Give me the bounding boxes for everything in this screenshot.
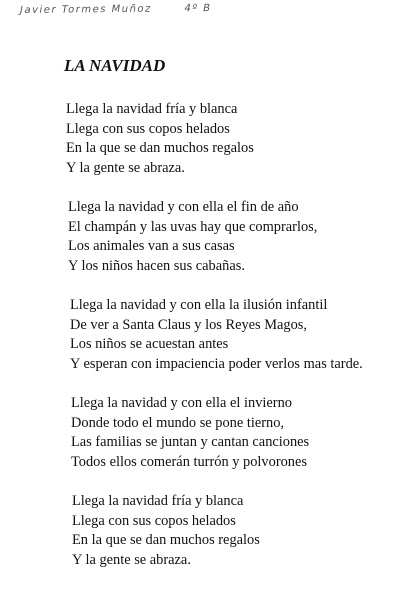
poem-line: Llega la navidad fría y blanca [66, 101, 238, 117]
poem-line: Llega con sus copos helados [66, 120, 230, 137]
stanza-2 [68, 198, 418, 276]
stanza-5 [72, 492, 418, 570]
poem-line: Llega la navidad y con ella el invierno [71, 395, 292, 411]
poem-line: Y esperan con impaciencia poder verlos mas tarde. [70, 355, 363, 372]
poem-line: Llega la navidad y con ella el fin de año [68, 199, 299, 215]
poem-line: Todos ellos comerán turrón y polvorones [71, 453, 307, 470]
poem-line: Y la gente se abraza. [66, 159, 185, 176]
poem-line: Las familias se juntan y cantan canciones [71, 434, 310, 450]
stanza-3 [70, 296, 418, 374]
stanza-4 [71, 394, 418, 472]
poem-line: Donde todo el mundo se pone tierno, [71, 414, 285, 431]
poem-line: En la que se dan muchos regalos [72, 532, 260, 548]
poem-line: Los niños se acuestan antes [70, 336, 229, 352]
poem-line: Y los niños hacen sus cabañas. [68, 257, 245, 274]
poem-line: Los animales van a sus casas [68, 238, 235, 254]
poem-line: De ver a Santa Claus y los Reyes Magos, [70, 316, 308, 333]
stanza-1 [66, 100, 418, 178]
student-grade: 4º B [184, 2, 212, 15]
poem-line: Llega la navidad fría y blanca [72, 493, 244, 509]
poem-title: LA NAVIDAD [64, 56, 166, 75]
poem-body [66, 100, 418, 590]
student-name: Javier Tormes Muñoz [19, 3, 152, 17]
handwritten-header [20, 3, 212, 16]
poem-line: En la que se dan muchos regalos [66, 140, 254, 156]
poem-line: Llega la navidad y con ella la ilusión infantil [70, 297, 328, 313]
poem-line: Y la gente se abraza. [72, 551, 191, 568]
poem-line: Llega con sus copos helados [72, 512, 236, 529]
poem-line: El champán y las uvas hay que comprarlos, [68, 218, 318, 235]
